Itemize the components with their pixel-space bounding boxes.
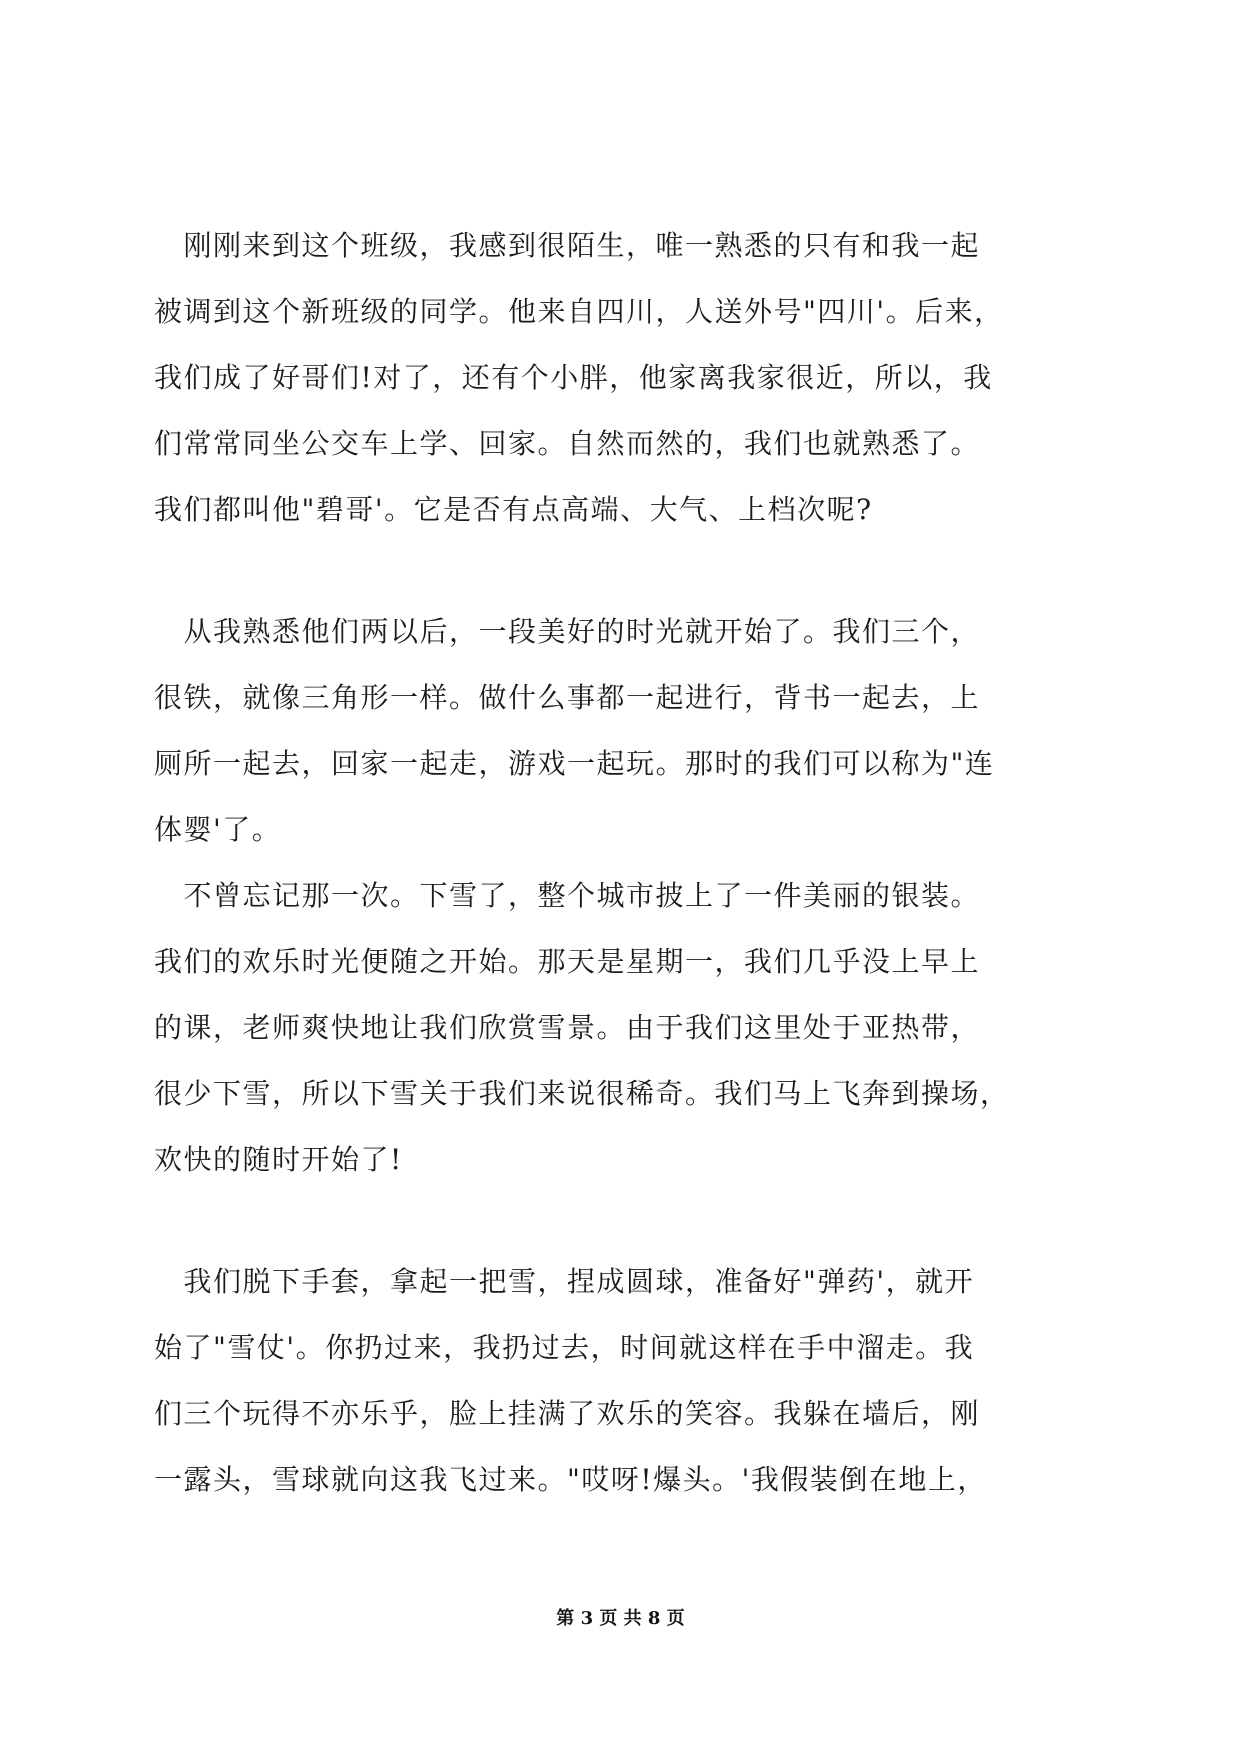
text-line: 我们成了好哥们!对了，还有个小胖，他家离我家很近，所以，我 <box>154 361 993 394</box>
text-line: 们常常同坐公交车上学、回家。自然而然的，我们也就熟悉了。 <box>154 427 981 460</box>
text-line: 很少下雪，所以下雪关于我们来说很稀奇。我们马上飞奔到操场， <box>154 1077 1010 1110</box>
text-line: 们三个玩得不亦乐乎，脸上挂满了欢乐的笑容。我躲在墙后，刚 <box>154 1397 981 1430</box>
text-line: 一露头，雪球就向这我飞过来。"哎呀!爆头。'我假装倒在地上， <box>154 1463 987 1496</box>
text-line: 我们的欢乐时光便随之开始。那天是星期一，我们几乎没上早上 <box>154 945 981 978</box>
text-line: 我们都叫他"碧哥'。它是否有点高端、大气、上档次呢? <box>154 493 873 526</box>
text-line: 不曾忘记那一次。下雪了，整个城市披上了一件美丽的银装。 <box>154 879 981 912</box>
text-line: 我们脱下手套，拿起一把雪，捏成圆球，准备好"弹药'，就开 <box>154 1265 975 1298</box>
text-line: 厕所一起去，回家一起走，游戏一起玩。那时的我们可以称为"连 <box>154 747 995 780</box>
text-line: 被调到这个新班级的同学。他来自四川，人送外号"四川'。后来， <box>154 295 1004 328</box>
text-line: 始了"雪仗'。你扔过来，我扔过去，时间就这样在手中溜走。我 <box>154 1331 975 1364</box>
text-line: 体婴'了。 <box>154 813 282 846</box>
page-number: 第 3 页 共 8 页 <box>556 1608 685 1629</box>
text-line: 的课，老师爽快地让我们欣赏雪景。由于我们这里处于亚热带， <box>154 1011 981 1044</box>
text-line: 刚刚来到这个班级，我感到很陌生，唯一熟悉的只有和我一起 <box>154 229 981 262</box>
text-line: 从我熟悉他们两以后，一段美好的时光就开始了。我们三个， <box>154 615 981 648</box>
text-line: 欢快的随时开始了! <box>154 1143 403 1176</box>
text-line: 很铁，就像三角形一样。做什么事都一起进行，背书一起去，上 <box>154 681 981 714</box>
